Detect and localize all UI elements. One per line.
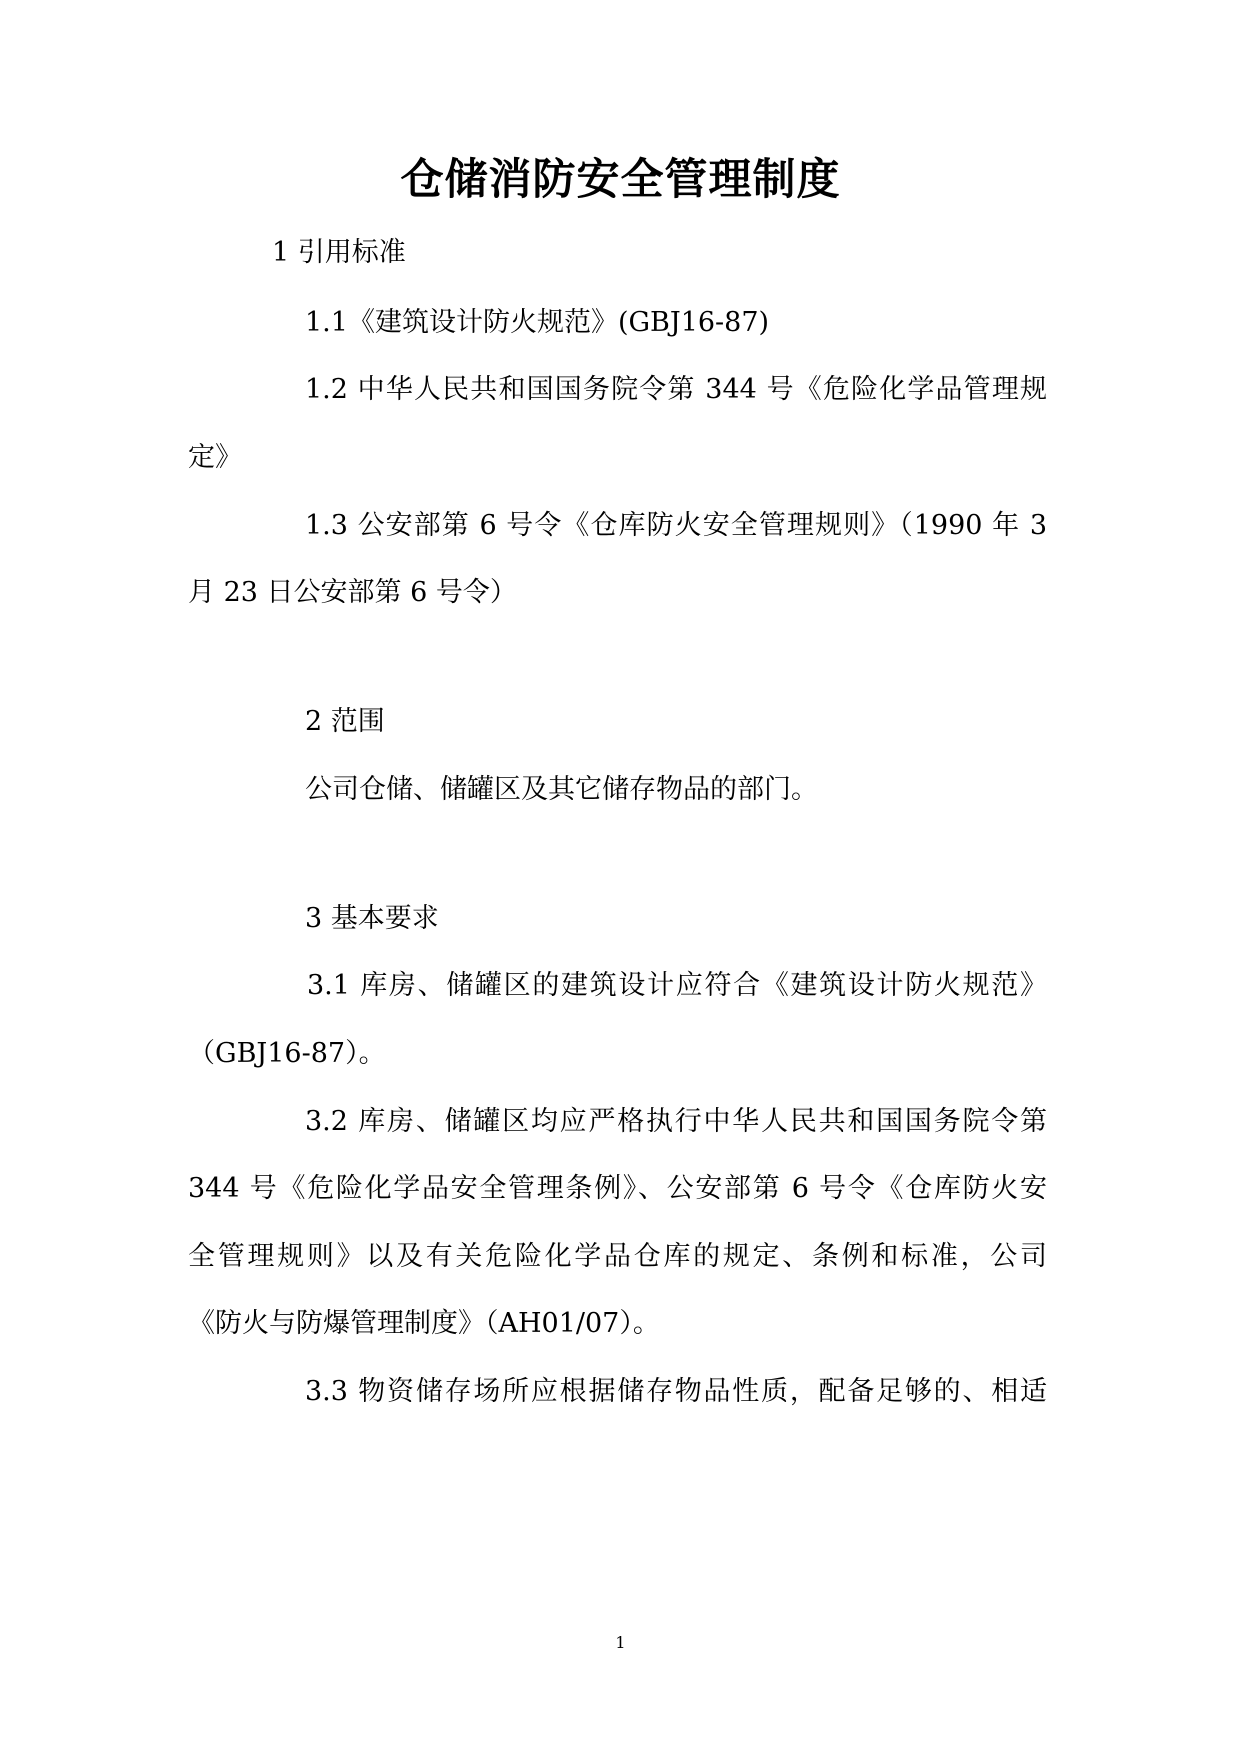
paragraph-3-3-line-1: 3.3 物资储存场所应根据储存物品性质，配备足够的、相适 xyxy=(305,1376,1047,1407)
page-number: 1 xyxy=(615,1633,626,1652)
paragraph-3-2-line-2: 344 号《危险化学品安全管理条例》、公安部第 6 号令《仓库防火安 xyxy=(188,1173,1047,1204)
section-heading-1: 1 引用标准 xyxy=(272,237,406,268)
paragraph-3-1-line-2: （GBJ16-87）。 xyxy=(188,1038,386,1069)
paragraph-1-1: 1.1《建筑设计防火规范》(GBJ16-87) xyxy=(305,307,770,338)
section-heading-2: 2 范围 xyxy=(305,706,385,737)
paragraph-2: 公司仓储、储罐区及其它储存物品的部门。 xyxy=(305,774,818,805)
paragraph-3-2-line-1: 3.2 库房、储罐区均应严格执行中华人民共和国国务院令第 xyxy=(305,1106,1047,1137)
paragraph-3-2-line-4: 《防火与防爆管理制度》（AH01/07）。 xyxy=(188,1308,660,1339)
paragraph-3-2-line-3: 全管理规则》以及有关危险化学品仓库的规定、条例和标准，公司 xyxy=(188,1241,1047,1272)
document-title: 仓储消防安全管理制度 xyxy=(400,155,841,205)
paragraph-3-1-line-1: 3.1 库房、储罐区的建筑设计应符合《建筑设计防火规范》 xyxy=(307,970,1047,1001)
paragraph-1-2-line-2: 定》 xyxy=(188,442,242,473)
paragraph-1-2-line-1: 1.2 中华人民共和国国务院令第 344 号《危险化学品管理规 xyxy=(305,374,1047,405)
paragraph-1-3-line-1: 1.3 公安部第 6 号令《仓库防火安全管理规则》（1990 年 3 xyxy=(305,510,1047,541)
paragraph-1-3-line-2: 月 23 日公安部第 6 号令） xyxy=(188,577,517,608)
section-heading-3: 3 基本要求 xyxy=(305,903,439,934)
